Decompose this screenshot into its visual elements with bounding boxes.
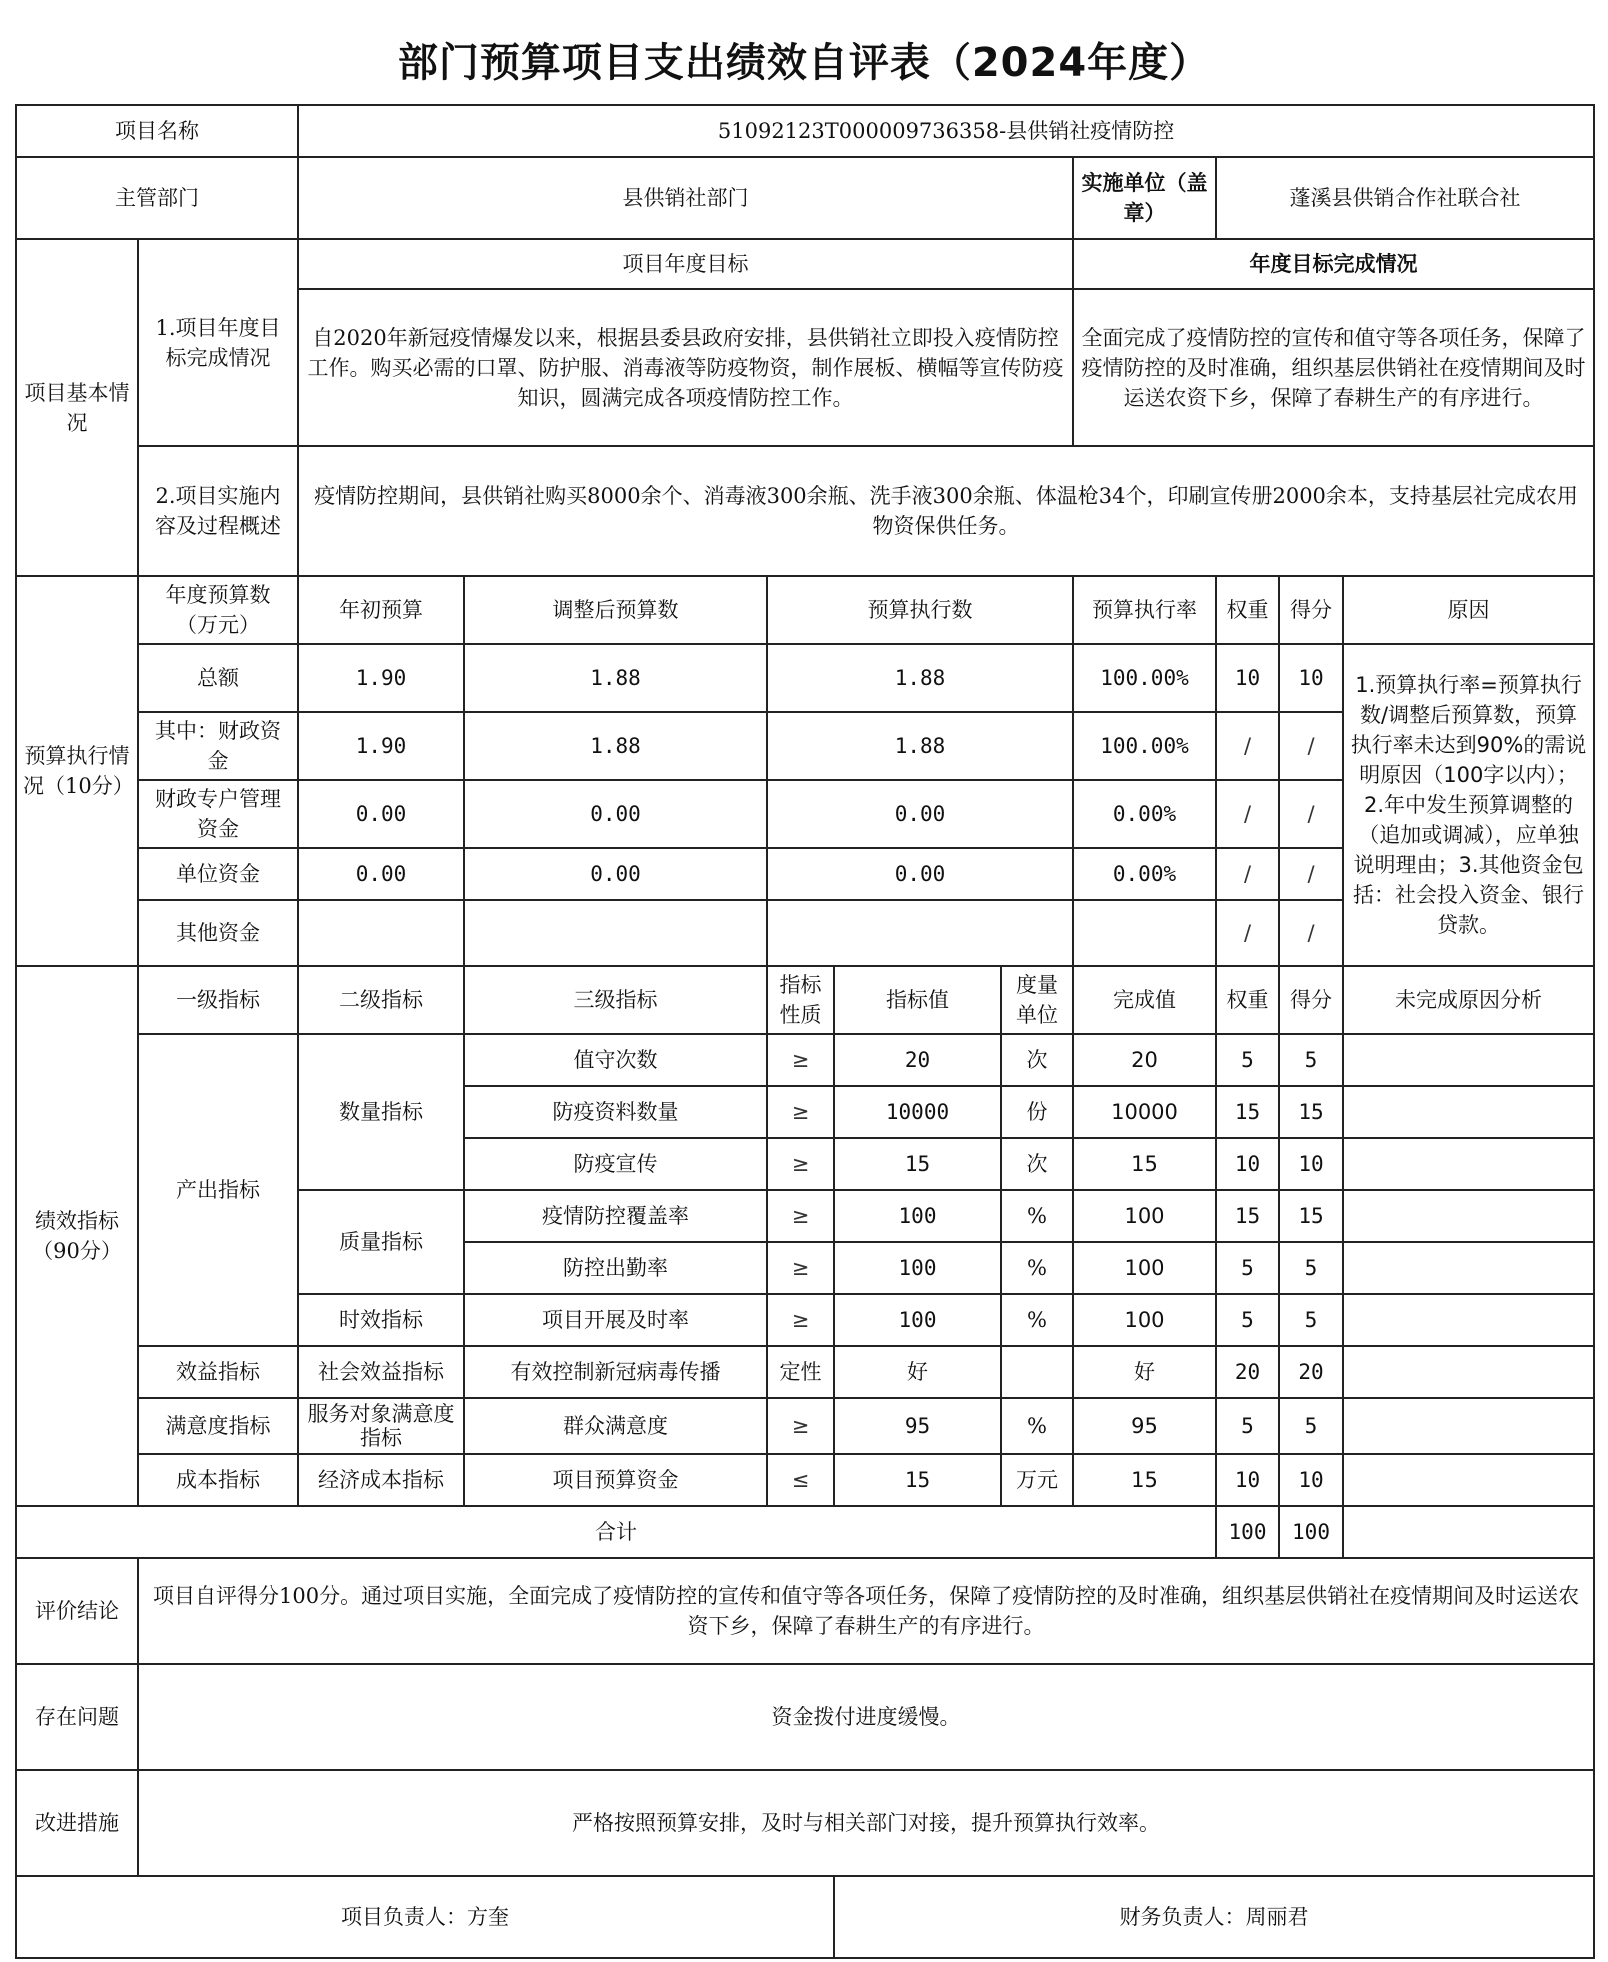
budget-rate: 100.00% <box>1073 644 1216 712</box>
project-name-value: 51092123T000009736358-县供销社疫情防控 <box>298 105 1594 157</box>
benefit-indicator-label: 效益指标 <box>138 1346 298 1398</box>
budget-header-row <box>16 576 1594 644</box>
budget-header-initial: 年初预算 <box>298 576 464 644</box>
budget-row <box>16 644 1594 712</box>
budget-initial: 1.90 <box>298 644 464 712</box>
budget-rate: 0.00% <box>1073 780 1216 848</box>
budget-rate: 100.00% <box>1073 712 1216 780</box>
finance-lead-signature: 财务负责人：周丽君 <box>834 1876 1594 1958</box>
indicator-unit: % <box>1001 1398 1073 1454</box>
budget-score: / <box>1279 900 1343 966</box>
budget-adjusted: 0.00 <box>464 780 767 848</box>
process-label: 2.项目实施内容及过程概述 <box>138 446 298 576</box>
total-row <box>16 1506 1594 1558</box>
budget-score: / <box>1279 848 1343 900</box>
indicator-score: 5 <box>1279 1242 1343 1294</box>
budget-score: 10 <box>1279 644 1343 712</box>
department-row <box>16 157 1594 239</box>
indicator-nature: ≥ <box>767 1190 834 1242</box>
conclusion-label: 评价结论 <box>16 1558 138 1664</box>
problems-label: 存在问题 <box>16 1664 138 1770</box>
service-satisfaction-label: 服务对象满意度指标 <box>298 1398 464 1454</box>
quantity-indicator-label: 数量指标 <box>298 1034 464 1190</box>
budget-initial: 0.00 <box>298 848 464 900</box>
indicator-analysis <box>1343 1086 1594 1138</box>
indicator-analysis <box>1343 1242 1594 1294</box>
indicator-analysis <box>1343 1138 1594 1190</box>
timeliness-indicator-label: 时效指标 <box>298 1294 464 1346</box>
indicator-weight: 5 <box>1216 1398 1279 1454</box>
budget-executed: 1.88 <box>767 644 1073 712</box>
budget-row-label: 其他资金 <box>138 900 298 966</box>
problems-text: 资金拨付进度缓慢。 <box>138 1664 1594 1770</box>
budget-initial: 0.00 <box>298 780 464 848</box>
annual-goal-header: 项目年度目标 <box>298 239 1073 289</box>
budget-row-label: 总额 <box>138 644 298 712</box>
budget-adjusted: 1.88 <box>464 644 767 712</box>
indicator-weight: 10 <box>1216 1138 1279 1190</box>
indicator-name: 群众满意度 <box>464 1398 767 1454</box>
indicator-unit: 万元 <box>1001 1454 1073 1506</box>
indicator-target: 15 <box>834 1138 1001 1190</box>
perf-header-analysis: 未完成原因分析 <box>1343 966 1594 1034</box>
budget-weight: / <box>1216 780 1279 848</box>
basic-info-header-row <box>16 239 1594 289</box>
indicator-row <box>16 1454 1594 1506</box>
indicator-row <box>16 1034 1594 1086</box>
indicator-name: 有效控制新冠病毒传播 <box>464 1346 767 1398</box>
indicator-target: 15 <box>834 1454 1001 1506</box>
budget-row-label: 财政专户管理资金 <box>138 780 298 848</box>
perf-header-weight: 权重 <box>1216 966 1279 1034</box>
indicator-score: 10 <box>1279 1454 1343 1506</box>
indicator-weight: 5 <box>1216 1242 1279 1294</box>
signature-row <box>16 1876 1594 1958</box>
indicator-score: 10 <box>1279 1138 1343 1190</box>
indicator-name: 项目预算资金 <box>464 1454 767 1506</box>
economic-cost-label: 经济成本指标 <box>298 1454 464 1506</box>
perf-header-nature: 指标性质 <box>767 966 834 1034</box>
perf-header-level3: 三级指标 <box>464 966 767 1034</box>
budget-header-score: 得分 <box>1279 576 1343 644</box>
indicator-actual: 100 <box>1073 1242 1216 1294</box>
indicator-weight: 5 <box>1216 1294 1279 1346</box>
indicator-score: 5 <box>1279 1398 1343 1454</box>
indicator-actual: 95 <box>1073 1398 1216 1454</box>
indicator-analysis <box>1343 1294 1594 1346</box>
indicator-actual: 好 <box>1073 1346 1216 1398</box>
indicator-actual: 100 <box>1073 1294 1216 1346</box>
budget-weight: / <box>1216 712 1279 780</box>
indicator-actual: 15 <box>1073 1454 1216 1506</box>
indicator-nature: ≥ <box>767 1294 834 1346</box>
indicator-nature: ≥ <box>767 1138 834 1190</box>
indicator-unit: 份 <box>1001 1086 1073 1138</box>
conclusion-row <box>16 1558 1594 1664</box>
budget-executed: 0.00 <box>767 848 1073 900</box>
indicator-weight: 20 <box>1216 1346 1279 1398</box>
improvements-text: 严格按照预算安排，及时与相关部门对接，提升预算执行效率。 <box>138 1770 1594 1876</box>
budget-header-annual: 年度预算数（万元） <box>138 576 298 644</box>
indicator-score: 20 <box>1279 1346 1343 1398</box>
indicator-unit: 次 <box>1001 1138 1073 1190</box>
social-benefit-label: 社会效益指标 <box>298 1346 464 1398</box>
satisfaction-indicator-label: 满意度指标 <box>138 1398 298 1454</box>
process-text: 疫情防控期间，县供销社购买8000余个、消毒液300余瓶、洗手液300余瓶、体温枪34个，印刷宣传册2000余本，支持基层社完成农用物资保供任务。 <box>298 446 1594 576</box>
indicator-score: 15 <box>1279 1190 1343 1242</box>
indicator-weight: 15 <box>1216 1190 1279 1242</box>
indicator-name: 疫情防控覆盖率 <box>464 1190 767 1242</box>
budget-header-reason: 原因 <box>1343 576 1594 644</box>
budget-reason-text: 1.预算执行率=预算执行数/调整后预算数，预算执行率未达到90%的需说明原因（100字以内）；2.年中发生预算调整的（追加或调减），应单独说明理由；3.其他资金包括：社会投入资金、银行贷款。 <box>1343 644 1594 966</box>
indicator-score: 5 <box>1279 1034 1343 1086</box>
indicator-actual: 100 <box>1073 1190 1216 1242</box>
budget-adjusted <box>464 900 767 966</box>
indicator-nature: ≥ <box>767 1086 834 1138</box>
indicator-score: 15 <box>1279 1086 1343 1138</box>
total-score: 100 <box>1279 1506 1343 1558</box>
indicator-nature: ≤ <box>767 1454 834 1506</box>
indicator-analysis <box>1343 1454 1594 1506</box>
total-label: 合计 <box>16 1506 1216 1558</box>
total-weight: 100 <box>1216 1506 1279 1558</box>
indicator-target: 100 <box>834 1294 1001 1346</box>
indicator-unit: 次 <box>1001 1034 1073 1086</box>
improvements-row <box>16 1770 1594 1876</box>
basic-info-section-label: 项目基本情况 <box>16 239 138 576</box>
implementing-unit-label: 实施单位（盖章） <box>1073 157 1216 239</box>
indicator-name: 项目开展及时率 <box>464 1294 767 1346</box>
problems-row <box>16 1664 1594 1770</box>
budget-header-rate: 预算执行率 <box>1073 576 1216 644</box>
budget-executed: 0.00 <box>767 780 1073 848</box>
budget-weight: / <box>1216 900 1279 966</box>
quality-indicator-label: 质量指标 <box>298 1190 464 1294</box>
indicator-target: 10000 <box>834 1086 1001 1138</box>
budget-initial: 1.90 <box>298 712 464 780</box>
indicator-target: 好 <box>834 1346 1001 1398</box>
indicator-name: 防控出勤率 <box>464 1242 767 1294</box>
indicator-analysis <box>1343 1398 1594 1454</box>
indicator-name: 防疫宣传 <box>464 1138 767 1190</box>
form-title: 部门预算项目支出绩效自评表（2024年度） <box>397 39 1211 86</box>
goal-completion-header: 年度目标完成情况 <box>1073 239 1594 289</box>
indicator-weight: 15 <box>1216 1086 1279 1138</box>
basic-info-process-row <box>16 446 1594 576</box>
project-lead-signature: 项目负责人：方奎 <box>16 1876 834 1958</box>
budget-rate: 0.00% <box>1073 848 1216 900</box>
implementing-unit-value: 蓬溪县供销合作社联合社 <box>1216 157 1594 239</box>
goal-completion-label: 1.项目年度目标完成情况 <box>138 239 298 446</box>
budget-section-label: 预算执行情况（10分） <box>16 576 138 966</box>
budget-score: / <box>1279 780 1343 848</box>
project-name-row <box>16 105 1594 157</box>
indicator-nature: ≥ <box>767 1398 834 1454</box>
budget-initial <box>298 900 464 966</box>
indicator-analysis <box>1343 1190 1594 1242</box>
indicator-actual: 10000 <box>1073 1086 1216 1138</box>
improvements-label: 改进措施 <box>16 1770 138 1876</box>
budget-weight: 10 <box>1216 644 1279 712</box>
indicator-nature: ≥ <box>767 1034 834 1086</box>
indicator-unit: % <box>1001 1294 1073 1346</box>
cost-indicator-label: 成本指标 <box>138 1454 298 1506</box>
budget-score: / <box>1279 712 1343 780</box>
indicator-target: 20 <box>834 1034 1001 1086</box>
project-name-label: 项目名称 <box>16 105 298 157</box>
perf-header-target: 指标值 <box>834 966 1001 1034</box>
indicator-actual: 20 <box>1073 1034 1216 1086</box>
indicator-target: 100 <box>834 1190 1001 1242</box>
evaluation-table <box>15 104 1595 1959</box>
output-indicator-label: 产出指标 <box>138 1034 298 1346</box>
department-label: 主管部门 <box>16 157 298 239</box>
perf-header-level2: 二级指标 <box>298 966 464 1034</box>
budget-adjusted: 0.00 <box>464 848 767 900</box>
indicator-name: 防疫资料数量 <box>464 1086 767 1138</box>
indicator-actual: 15 <box>1073 1138 1216 1190</box>
department-value: 县供销社部门 <box>298 157 1073 239</box>
perf-header-score: 得分 <box>1279 966 1343 1034</box>
budget-header-weight: 权重 <box>1216 576 1279 644</box>
conclusion-text: 项目自评得分100分。通过项目实施，全面完成了疫情防控的宣传和值守等各项任务，保障了疫情防控的及时准确，组织基层供销社在疫情期间及时运送农资下乡，保障了春耕生产的有序进行。 <box>138 1558 1594 1664</box>
total-analysis <box>1343 1506 1594 1558</box>
perf-header-level1: 一级指标 <box>138 966 298 1034</box>
budget-row-label: 其中：财政资金 <box>138 712 298 780</box>
budget-executed: 1.88 <box>767 712 1073 780</box>
indicator-unit: % <box>1001 1190 1073 1242</box>
budget-row-label: 单位资金 <box>138 848 298 900</box>
indicator-target: 95 <box>834 1398 1001 1454</box>
performance-header-row <box>16 966 1594 1034</box>
budget-header-executed: 预算执行数 <box>767 576 1073 644</box>
indicator-nature: ≥ <box>767 1242 834 1294</box>
indicator-name: 值守次数 <box>464 1034 767 1086</box>
indicator-weight: 5 <box>1216 1034 1279 1086</box>
annual-goal-text: 自2020年新冠疫情爆发以来，根据县委县政府安排，县供销社立即投入疫情防控工作。购买必需的口罩、防护服、消毒液等防疫物资，制作展板、横幅等宣传防疫知识，圆满完成各项疫情防控工作。 <box>298 289 1073 446</box>
indicator-row <box>16 1346 1594 1398</box>
budget-adjusted: 1.88 <box>464 712 767 780</box>
indicator-row <box>16 1398 1594 1454</box>
indicator-weight: 10 <box>1216 1454 1279 1506</box>
perf-header-unit: 度量单位 <box>1001 966 1073 1034</box>
goal-completion-text: 全面完成了疫情防控的宣传和值守等各项任务，保障了疫情防控的及时准确，组织基层供销社在疫情期间及时运送农资下乡，保障了春耕生产的有序进行。 <box>1073 289 1594 446</box>
indicator-nature: 定性 <box>767 1346 834 1398</box>
perf-header-actual: 完成值 <box>1073 966 1216 1034</box>
budget-executed <box>767 900 1073 966</box>
indicator-target: 100 <box>834 1242 1001 1294</box>
performance-section-label: 绩效指标（90分） <box>16 966 138 1506</box>
budget-rate <box>1073 900 1216 966</box>
indicator-analysis <box>1343 1034 1594 1086</box>
indicator-unit <box>1001 1346 1073 1398</box>
budget-weight: / <box>1216 848 1279 900</box>
indicator-analysis <box>1343 1346 1594 1398</box>
indicator-unit: % <box>1001 1242 1073 1294</box>
indicator-score: 5 <box>1279 1294 1343 1346</box>
budget-header-adjusted: 调整后预算数 <box>464 576 767 644</box>
